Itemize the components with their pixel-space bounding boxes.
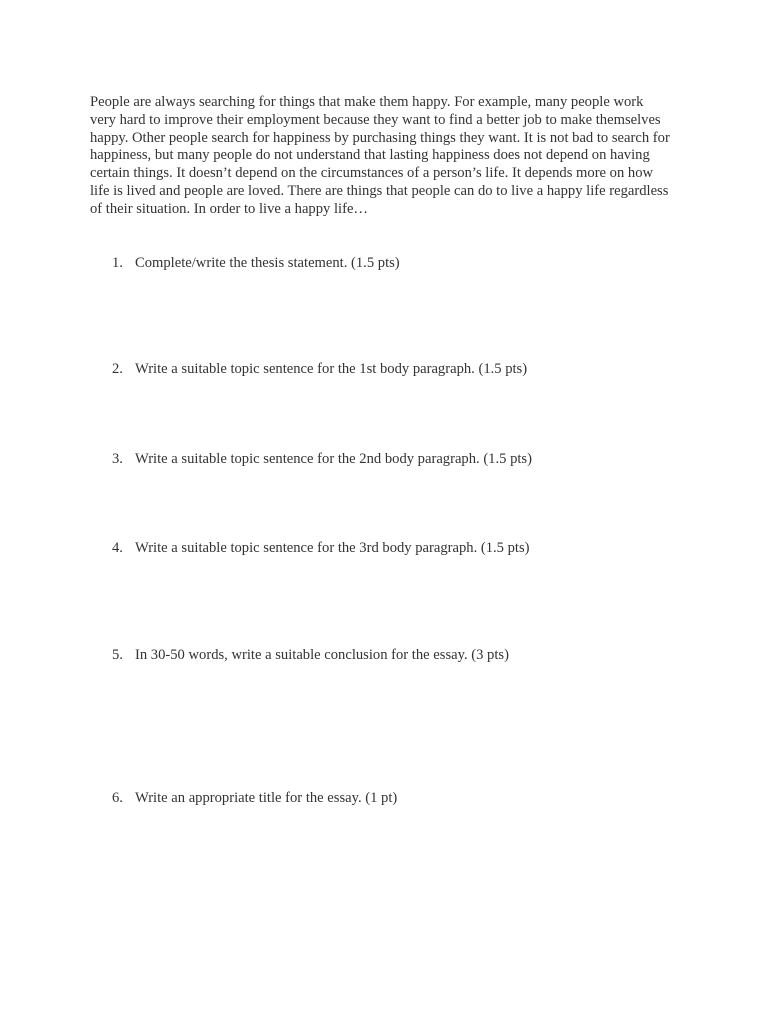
question-number: 5.	[112, 647, 123, 663]
question-number: 2.	[112, 361, 123, 377]
question-number: 3.	[112, 451, 123, 467]
intro-paragraph: People are always searching for things that make them happy. For example, many people work very hard to improve their employment because they want to find a better job to make themselves happy. Other people search for happiness by purchasing things they want. It is not bad to search for happiness, but many people do not understand that lasting happiness does not depend on having certain things. It doesn’t depend on the circumstances of a person’s life. It depends more on how life is lived and people are loved. There are things that people can do to live a happy life regardless of their situation. In order to live a happy life…	[90, 94, 670, 217]
question-item	[112, 646, 692, 664]
question-text: Write a suitable topic sentence for the 1st body paragraph. (1.5 pts)	[135, 361, 528, 377]
question-text: Write an appropriate title for the essay. (1 pt)	[135, 790, 398, 806]
question-text: Complete/write the thesis statement. (1.5 pts)	[135, 255, 400, 271]
question-number: 1.	[112, 255, 123, 271]
question-item	[112, 360, 692, 378]
question-item	[112, 789, 692, 807]
question-item	[112, 254, 692, 272]
question-item	[112, 450, 692, 468]
question-text: In 30-50 words, write a suitable conclusion for the essay. (3 pts)	[135, 647, 509, 663]
question-number: 6.	[112, 790, 123, 806]
question-text: Write a suitable topic sentence for the 2nd body paragraph. (1.5 pts)	[135, 451, 532, 467]
question-number: 4.	[112, 540, 123, 556]
question-text: Write a suitable topic sentence for the 3rd body paragraph. (1.5 pts)	[135, 540, 530, 556]
question-item	[112, 539, 692, 557]
